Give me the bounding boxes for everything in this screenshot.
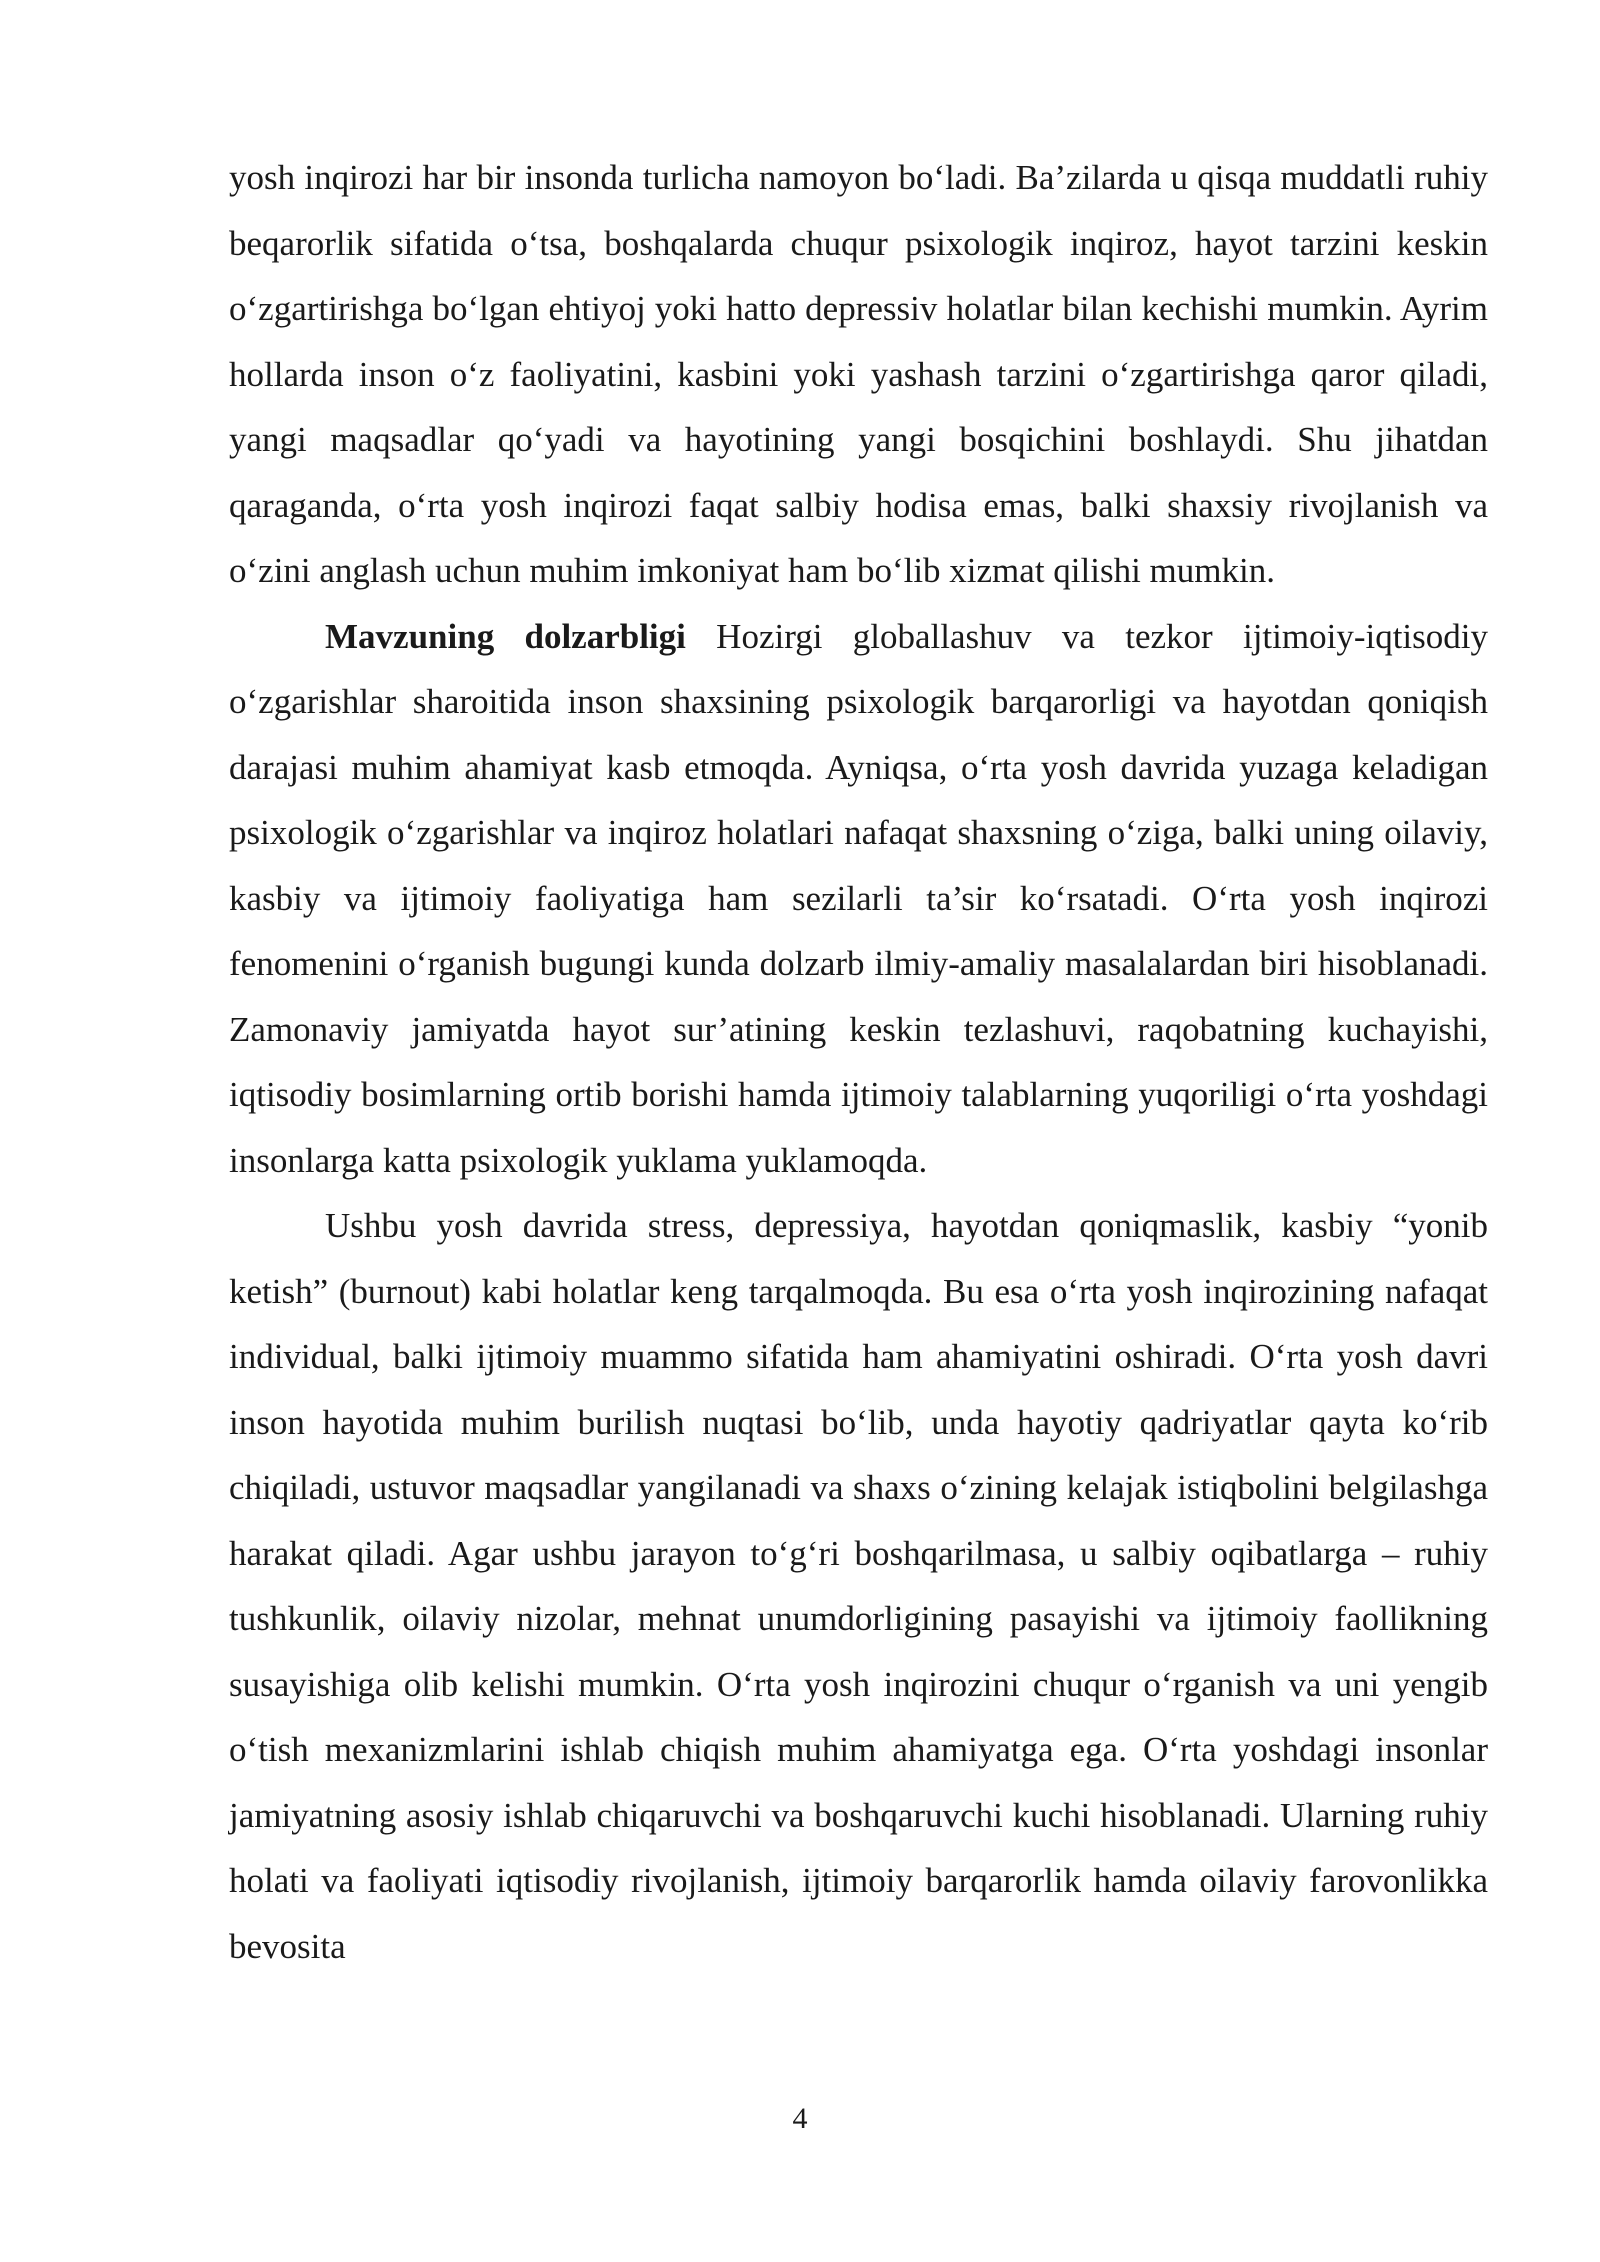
paragraph-2-body: Hozirgi globallashuv va tezkor ijtimoiy-iqtisodiy o‘zgarishlar sharoitida inson shaxsining psixologik barqarorligi va hayotdan qoniqish darajasi muhim ahamiyat kasb etmoqda. Ayniqsa, o‘rta yosh davrida yuzaga keladigan psixologik o‘zgarishlar va inqiroz holatlari nafaqat shaxsning o‘ziga, balki uning oilaviy, kasbiy va ijtimoiy faoliyatiga ham sezilarli ta’sir ko‘rsatadi. O‘rta yosh inqirozi fenomenini o‘rganish bugungi kunda dolzarb ilmiy-amaliy masalalardan biri hisoblanadi. Zamonaviy jamiyatda hayot sur’atining keskin tezlashuvi, raqobatning kuchayishi, iqtisodiy bosimlarning ortib borishi hamda ijtimoiy talablarning yuqoriligi o‘rta yoshdagi insonlarga katta psixologik yuklama yuklamoqda. xyxy=(229,616,1488,1180)
paragraph-2 xyxy=(229,604,1488,1194)
inline-heading: Mavzuning dolzarbligi xyxy=(325,616,686,656)
paragraph-1: yosh inqirozi har bir insonda turlicha namoyon bo‘ladi. Ba’zilarda u qisqa muddatli ruhiy beqarorlik sifatida o‘tsa, boshqalarda chuqur psixologik inqiroz, hayot tarzini keskin o‘zgartirishga bo‘lgan ehtiyoj yoki hatto depressiv holatlar bilan kechishi mumkin. Ayrim hollarda inson o‘z faoliyatini, kasbini yoki yashash tarzini o‘zgartirishga qaror qiladi, yangi maqsadlar qo‘yadi va hayotining yangi bosqichini boshlaydi. Shu jihatdan qaraganda, o‘rta yosh inqirozi faqat salbiy hodisa emas, balki shaxsiy rivojlanish va o‘zini anglash uchun muhim imkoniyat ham bo‘lib xizmat qilishi mumkin. xyxy=(229,158,1488,590)
paragraph-3: Ushbu yosh davrida stress, depressiya, hayotdan qoniqmaslik, kasbiy “yonib ketish” (burnout) kabi holatlar keng tarqalmoqda. Bu esa o‘rta yosh inqirozining nafaqat individual, balki ijtimoiy muammo sifatida ham ahamiyatini oshiradi. O‘rta yosh davri inson hayotida muhim burilish nuqtasi bo‘lib, unda hayotiy qadriyatlar qayta ko‘rib chiqiladi, ustuvor maqsadlar yangilanadi va shaxs o‘zining kelajak istiqbolini belgilashga harakat qiladi. Agar ushbu jarayon to‘g‘ri boshqarilmasa, u salbiy oqibatlarga – ruhiy tushkunlik, oilaviy nizolar, mehnat unumdorligining pasayishi va ijtimoiy faollikning susayishiga olib kelishi mumkin. O‘rta yosh inqirozini chuqur o‘rganish va uni yengib o‘tish mexanizmlarini ishlab chiqish muhim ahamiyatga ega. O‘rta yoshdagi insonlar jamiyatning asosiy ishlab chiqaruvchi va boshqaruvchi kuchi hisoblanadi. Ularning ruhiy holati va faoliyati iqtisodiy rivojlanish, ijtimoiy barqarorlik hamda oilaviy farovonlikka bevosita xyxy=(229,1206,1488,1966)
body-text xyxy=(229,145,1488,1979)
page-number: 4 xyxy=(792,2102,808,2135)
